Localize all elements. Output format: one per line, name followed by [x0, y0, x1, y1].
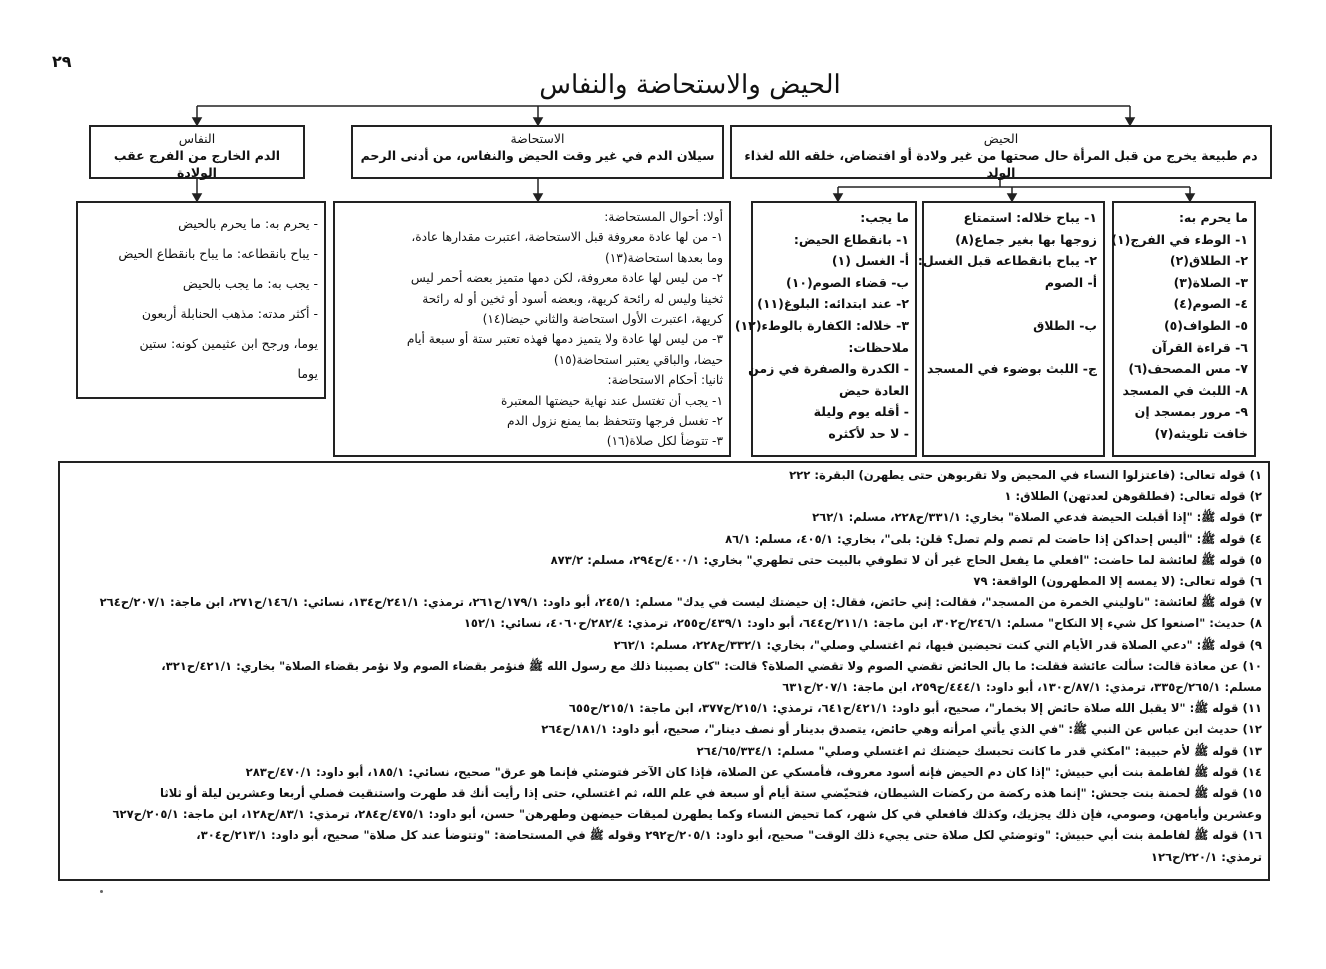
list-item: يوما، ورجح ابن عثيمين كونه: ستين	[139, 336, 318, 351]
list-item: أ- الصوم	[1044, 274, 1097, 290]
list-item: خافت تلويثه(٧)	[1154, 425, 1248, 441]
hayd-title: الحيض	[983, 131, 1019, 146]
nifas-header-box	[89, 125, 305, 179]
list-item: ٢- تغسل فرجها وتتحفظ بما يمنع نزول الدم	[506, 414, 723, 429]
list-item: ما يجب:	[860, 210, 909, 225]
hayd-haram-box	[1112, 201, 1256, 457]
list-item: - يحرم به: ما يحرم بالحيض	[178, 216, 318, 231]
list-item: أولا: أحوال المستحاضة:	[604, 210, 723, 224]
istihada-definition: سيلان الدم في غير وقت الحيض والنفاس، من أدنى الرحم	[360, 148, 715, 163]
list-item: ٢- عند ابتدائه: البلوغ(١١)	[757, 296, 909, 312]
list-item: ٤- الصوم(٤)	[1173, 296, 1248, 312]
list-item: ٨- اللبث في المسجد	[1122, 382, 1248, 398]
nifas-title: النفاس	[178, 131, 216, 146]
list-item: ٦- قراءة القرآن	[1151, 339, 1248, 355]
footnote: ٦) قوله تعالى: (لا يمسه إلا المطهرون) الواقعة: ٧٩	[973, 574, 1262, 589]
list-item: ب- الطلاق	[1033, 317, 1097, 333]
list-item: ١- يباح خلاله: استمتاع	[963, 210, 1097, 225]
list-item: - يباح بانقطاعه: ما يباح بانقطاع الحيض	[118, 246, 318, 261]
footnote: ٥) قوله ﷺ لعائشة لما حاضت: "افعلي ما يفعل الحاج غير أن لا تطوفي بالبيت حتى تطهري" بخاري: ٤٠٠/١/ح٢٩٤، مسلم: ٨٧٣/٢	[550, 552, 1262, 567]
footnote: ١) قوله تعالى: (فاعتزلوا النساء في المحيض ولا تقربوهن حتى يطهرن) البقرة: ٢٢٢	[789, 468, 1262, 482]
list-item: ما يحرم به:	[1178, 210, 1248, 225]
footnote: ٣) قوله ﷺ: "إذا أقبلت الحيضة فدعي الصلاة" بخاري: ٣٣١/١/ح٢٢٨، مسلم: ٢٦٢/١	[812, 510, 1262, 525]
list-item: ١- الوطء في الفرج(١)	[1111, 231, 1248, 247]
list-item: ثانيا: أحكام الاستحاضة:	[607, 373, 723, 388]
list-item: ثخينا وليس له رائحة كريهة، وبعضه أسود أو ثخين أو له رائحة	[422, 291, 723, 306]
list-item: زوجها بها بغير جماع(٨)	[955, 231, 1097, 247]
footnote: ١٥) قوله ﷺ لحمنة بنت جحش: "إنما هذه ركضة من ركضات الشيطان، فتحيّضي ستة أيام أو سبعة في علم الله، ثم اغتسلي، حتى إذا رأيت أنك قد طهرت واستنقيت فصلي أربعا وعشرين ليلة أو ثلاثا	[159, 786, 1262, 801]
list-item: ١- من لها عادة معروفة قبل الاستحاضة، اعتبرت مقدارها عادة،	[411, 230, 723, 245]
list-item: ب- قضاء الصوم(١٠)	[785, 274, 909, 290]
footnote: ٩) قوله ﷺ: "دعي الصلاة قدر الأيام التي كنت تحيضين فيها، ثم اغتسلي وصلي"، بخاري: ٣٣٢/١/ح٢٢٨، مسلم: ٢٦٢/١	[613, 637, 1262, 652]
footnotes-box	[58, 461, 1270, 881]
list-item: ١- يجب أن تغتسل عند نهاية حيضتها المعتبرة	[501, 393, 723, 408]
list-item: ٢- الطلاق(٢)	[1169, 253, 1248, 269]
hayd-wajib-box	[734, 201, 917, 457]
list-item: أ- الغسل (١)	[831, 253, 909, 269]
list-item: - لا حد لأكثره	[828, 425, 909, 441]
list-item: حيضا، والباقي يعتبر استحاضة(١٥)	[553, 352, 723, 367]
list-item: ٥- الطواف(٥)	[1163, 317, 1248, 333]
list-item: - الكدرة والصفرة في زمن	[748, 361, 909, 377]
footnote: ١٤) قوله ﷺ لفاطمة بنت أبي حبيش: "إذا كان دم الحيض فإنه أسود معروف، فأمسكي عن الصلاة، فإذا كان الآخر فتوضئي فإنما هو عرق" صحيح، نسائي: ١٨٥/١، أبو داود: ٤٧٠/١/ح٢٨٣	[245, 764, 1262, 779]
nifas-body-box	[76, 201, 326, 399]
footnote: ١٠) عن معاذة قالت: سألت عائشة فقلت: ما بال الحائض تقضي الصوم ولا تقضي الصلاة؟ قالت: "كان يصيبنا ذلك مع رسول الله ﷺ فنؤمر بقضاء الصوم ولا نؤمر بقضاء الصلاة" بخاري: ٤٢١/١/ح٣٢١،	[161, 658, 1262, 673]
scan-speck	[100, 890, 103, 893]
list-item: ١- بانقطاع الحيض:	[793, 231, 909, 247]
hayd-header-box	[730, 125, 1272, 179]
list-item: - أقله يوم وليلة	[813, 404, 909, 420]
hayd-mubah-box	[917, 201, 1105, 457]
footnote: وعشرين وأيامهن، وصومي، فإن ذلك يجزيك، وكذلك فافعلي في كل شهر، كما تحيض النساء وكما يطهرن لميقات حيضهن وطهرهن" حسن، أبو داود: ٤٧٥/١/ح٢٨٤، ترمذي: ٨٣/١/ح١٢٨، ابن ماجة: ٢٠٥/١/ح٦٢٧	[112, 807, 1262, 822]
list-item: يوما	[297, 366, 318, 381]
list-item: العادة حيض	[838, 382, 909, 398]
list-item: ج- اللبث بوضوء في المسجد	[927, 361, 1097, 377]
list-item: وما بعدها استحاضة(١٣)	[604, 250, 723, 265]
footnote: ١٣) قوله ﷺ لأم حبيبة: "امكثي قدر ما كانت تحبسك حيضتك ثم اغتسلي وصلي" مسلم: ٢٦٤/٦٥/٣٣٤/١	[696, 743, 1262, 758]
list-item: ٣- خلاله: الكفارة بالوطء(١٢)	[734, 317, 909, 333]
footnote: ترمذي: ٢٢٠/١/ح١٢٦	[1150, 849, 1262, 864]
list-item: ٢- يباح بانقطاعه قبل الغسل:	[917, 253, 1097, 269]
footnote: ١٢) حديث ابن عباس عن النبي ﷺ: "في الذي يأتي امرأته وهي حائض، يتصدق بدينار أو نصف دينار"، صحيح، أبو داود: ١٨١/١/ح٢٦٤	[541, 722, 1262, 737]
page-number: ٢٩	[52, 52, 72, 71]
hayd-definition: دم طبيعة يخرج من قبل المرأة حال صحتها من غير ولادة أو افتضاض، خلقه الله لغذاء الولد	[744, 148, 1258, 180]
list-item: - أكثر مدته: مذهب الحنابلة أربعون	[141, 306, 318, 321]
list-item: كريهة، اعتبرت الأول استحاضة والثاني حيضا(١٤)	[482, 312, 723, 327]
istihada-header-box	[351, 125, 724, 179]
list-item: ٣- تتوضأ لكل صلاة(١٦)	[606, 434, 723, 449]
footnote: ٨) حديث: "اصنعوا كل شيء إلا النكاح" مسلم: ٢٤٦/١/ح٣٠٢، ابن ماجة: ٢١١/١/ح٦٤٤، أبو داود: ٤٣٩/١/ح٢٥٥، ترمذي: ٢٨٢/٤/ح٤٠٦٠، نسائي: ١٥٢/١	[463, 616, 1262, 631]
footnote: ١١) قوله ﷺ: "لا يقبل الله صلاة حائض إلا بخمار"، صحيح، أبو داود: ٤٢١/١/ح٦٤١، ترمذي: ٢١٥/١/ح٣٧٧، ابن ماجة: ٢١٥/١/ح٦٥٥	[568, 701, 1262, 716]
list-item: ٣- من ليس لها عادة ولا يتميز دمها فهذه تعتبر ستة أو سبعة أيام	[406, 332, 723, 347]
footnote: ٢) قوله تعالى: (فطلقوهن لعدتهن) الطلاق: ١	[1004, 489, 1262, 504]
list-item: - يجب به: ما يجب بالحيض	[182, 276, 318, 291]
list-item: ملاحظات:	[848, 339, 909, 355]
list-item: ٩- مرور بمسجد إن	[1134, 404, 1248, 420]
footnote: ١٦) قوله ﷺ لفاطمة بنت أبي حبيش: "وتوضئي لكل صلاة حتى يجيء ذلك الوقت" صحيح، أبو داود: ٢٠٥/١/ح٢٩٢ وقوله ﷺ في المستحاضة: "وتتوضأ عند كل صلاة" صحيح، أبو داود: ٢١٣/١/ح٣٠٤،	[196, 828, 1262, 843]
footnote: ٧) قوله ﷺ لعائشة: "ناوليني الخمرة من المسجد"، فقالت: إني حائض، فقال: إن حيضتك ليست في يدك" مسلم: ٢٤٥/١، أبو داود: ١٧٩/١/ح٢٦١، ترمذي: ٢٤١/١/ح١٣٤، نسائي: ١٤٦/١/ح٢٧١، ابن ماجة: ٢٠٧/١/ح٢٦٤	[99, 595, 1262, 610]
chart-title: الحيض والاستحاضة والنفاس	[539, 70, 841, 100]
istihada-body-box	[333, 201, 731, 457]
list-item: ٣- الصلاة(٣)	[1173, 274, 1248, 290]
nifas-definition: الدم الخارج من الفرج عقب الولادة	[113, 148, 281, 180]
list-item: ٧- مس المصحف(٦)	[1128, 361, 1248, 377]
list-item	[930, 337, 1097, 359]
list-item: ٢- من ليس لها عادة معروفة، لكن دمها متميز بعضه أحمر ليس	[410, 271, 723, 286]
istihada-title: الاستحاضة	[510, 131, 565, 146]
footnote: مسلم: ٢٦٥/١/ح٣٣٥، ترمذي: ٨٧/١/ح١٣٠، أبو داود: ٤٤٤/١/ح٢٥٩، ابن ماجة: ٢٠٧/١/ح٦٣١	[782, 680, 1262, 695]
list-item	[930, 293, 1097, 315]
footnote: ٤) قوله ﷺ: "أليس إحداكن إذا حاضت لم تصم ولم تصل؟ قلن: بلى"، بخاري: ٤٠٥/١، مسلم: ٨٦/١	[725, 531, 1262, 546]
